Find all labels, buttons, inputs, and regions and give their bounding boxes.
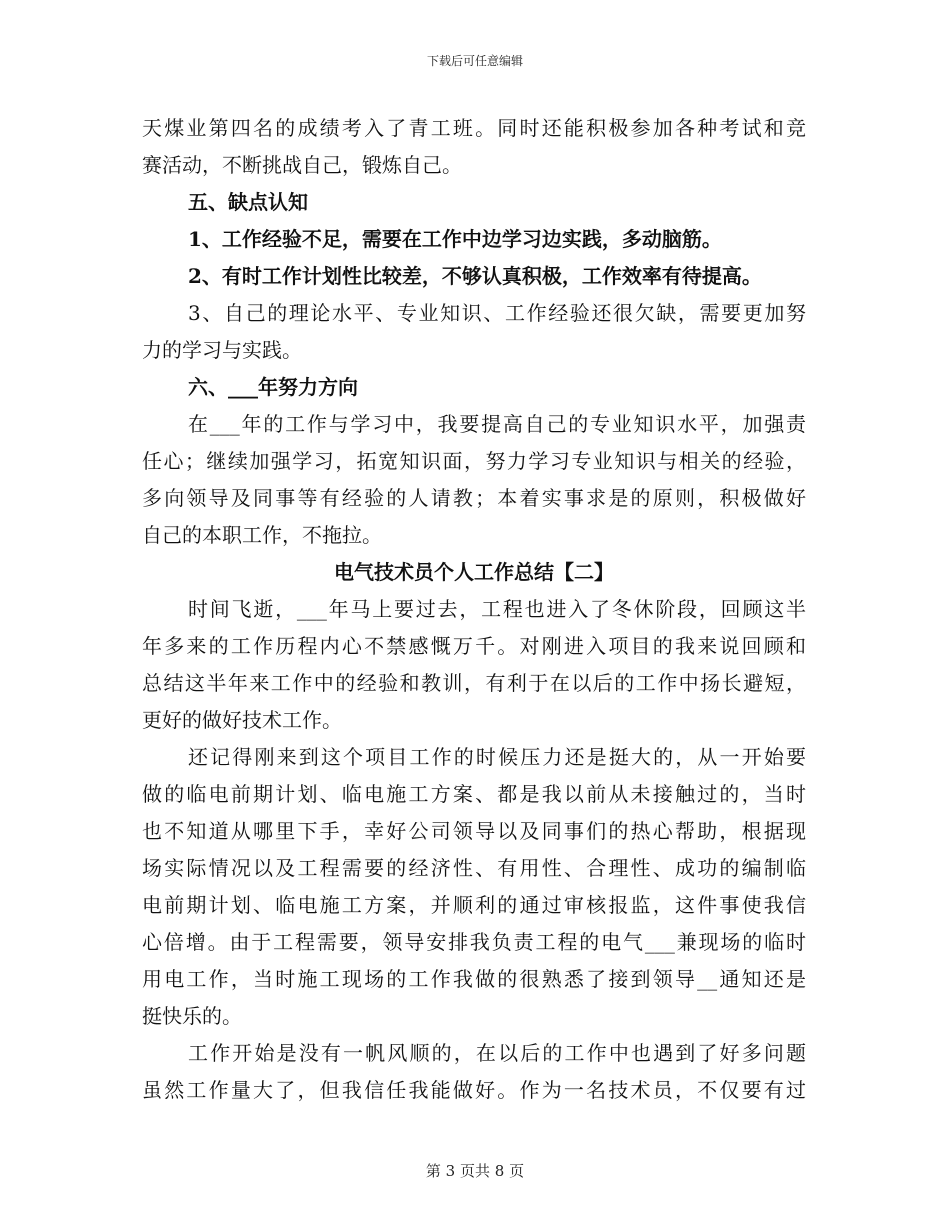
paragraph-line: 用电工作，当时施工现场的工作我做的很熟悉了接到领导__通知还是 [142,967,806,991]
document-subtitle: 电气技术员个人工作总结【二】 [334,560,614,584]
paragraph-line: 在___年的工作与学习中，我要提高自己的专业知识水平，加强责 [188,412,806,436]
paragraph-line: 年多来的工作历程内心不禁感慨万千。对刚进入项目的我来说回顾和 [142,634,806,658]
paragraph-line: 时间飞逝，___年马上要过去，工程也进入了冬休阶段，回顾这半 [188,597,806,621]
page-number: 第 3 页共 8 页 [425,1162,525,1180]
paragraph-line: 还记得刚来到这个项目工作的时候压力还是挺大的，从一开始要 [188,745,806,769]
paragraph-line: 任心；继续加强学习，拓宽知识面，努力学习专业知识与相关的经验， [142,449,806,473]
paragraph-line: 更好的做好技术工作。 [142,708,342,732]
section-heading: 五、缺点认知 [188,190,308,214]
paragraph-line: 做的临电前期计划、临电施工方案、都是我以前从未接触过的，当时 [142,782,806,806]
paragraph-line: 场实际情况以及工程需要的经济性、有用性、合理性、成功的编制临 [142,856,806,880]
paragraph-line: 力的学习与实践。 [142,338,302,362]
paragraph-line: 挺快乐的。 [142,1004,242,1028]
paragraph-line: 也不知道从哪里下手，幸好公司领导以及同事们的热心帮助，根据现 [142,819,806,843]
page-header: 下载后可任意编辑 [426,54,523,68]
paragraph-line: 赛活动，不断挑战自己，锻炼自己。 [142,153,462,177]
section-heading: 六、___年努力方向 [188,375,358,399]
paragraph-line: 总结这半年来工作中的经验和教训，有利于在以后的工作中扬长避短， [142,671,806,695]
paragraph-line: 天煤业第四名的成绩考入了青工班。同时还能积极参加各种考试和竞 [142,116,806,140]
list-item: 3、自己的理论水平、专业知识、工作经验还很欠缺，需要更加努 [188,301,806,325]
paragraph-line: 虽然工作量大了，但我信任我能做好。作为一名技术员，不仅要有过 [142,1078,806,1102]
paragraph-line: 电前期计划、临电施工方案，并顺利的通过审核报监，这件事使我信 [142,893,806,917]
list-item: 2、有时工作计划性比较差，不够认真积极，工作效率有待提高。 [188,264,762,288]
paragraph-line: 自己的本职工作，不拖拉。 [142,523,382,547]
paragraph-line: 多向领导及同事等有经验的人请教；本着实事求是的原则，积极做好 [142,486,806,510]
list-item: 1、工作经验不足，需要在工作中边学习边实践，多动脑筋。 [188,227,722,251]
document-body [142,110,806,1109]
paragraph-line: 心倍增。由于工程需要，领导安排我负责工程的电气___兼现场的临时 [142,930,806,954]
paragraph-line: 工作开始是没有一帆风顺的，在以后的工作中也遇到了好多问题 [188,1041,806,1065]
